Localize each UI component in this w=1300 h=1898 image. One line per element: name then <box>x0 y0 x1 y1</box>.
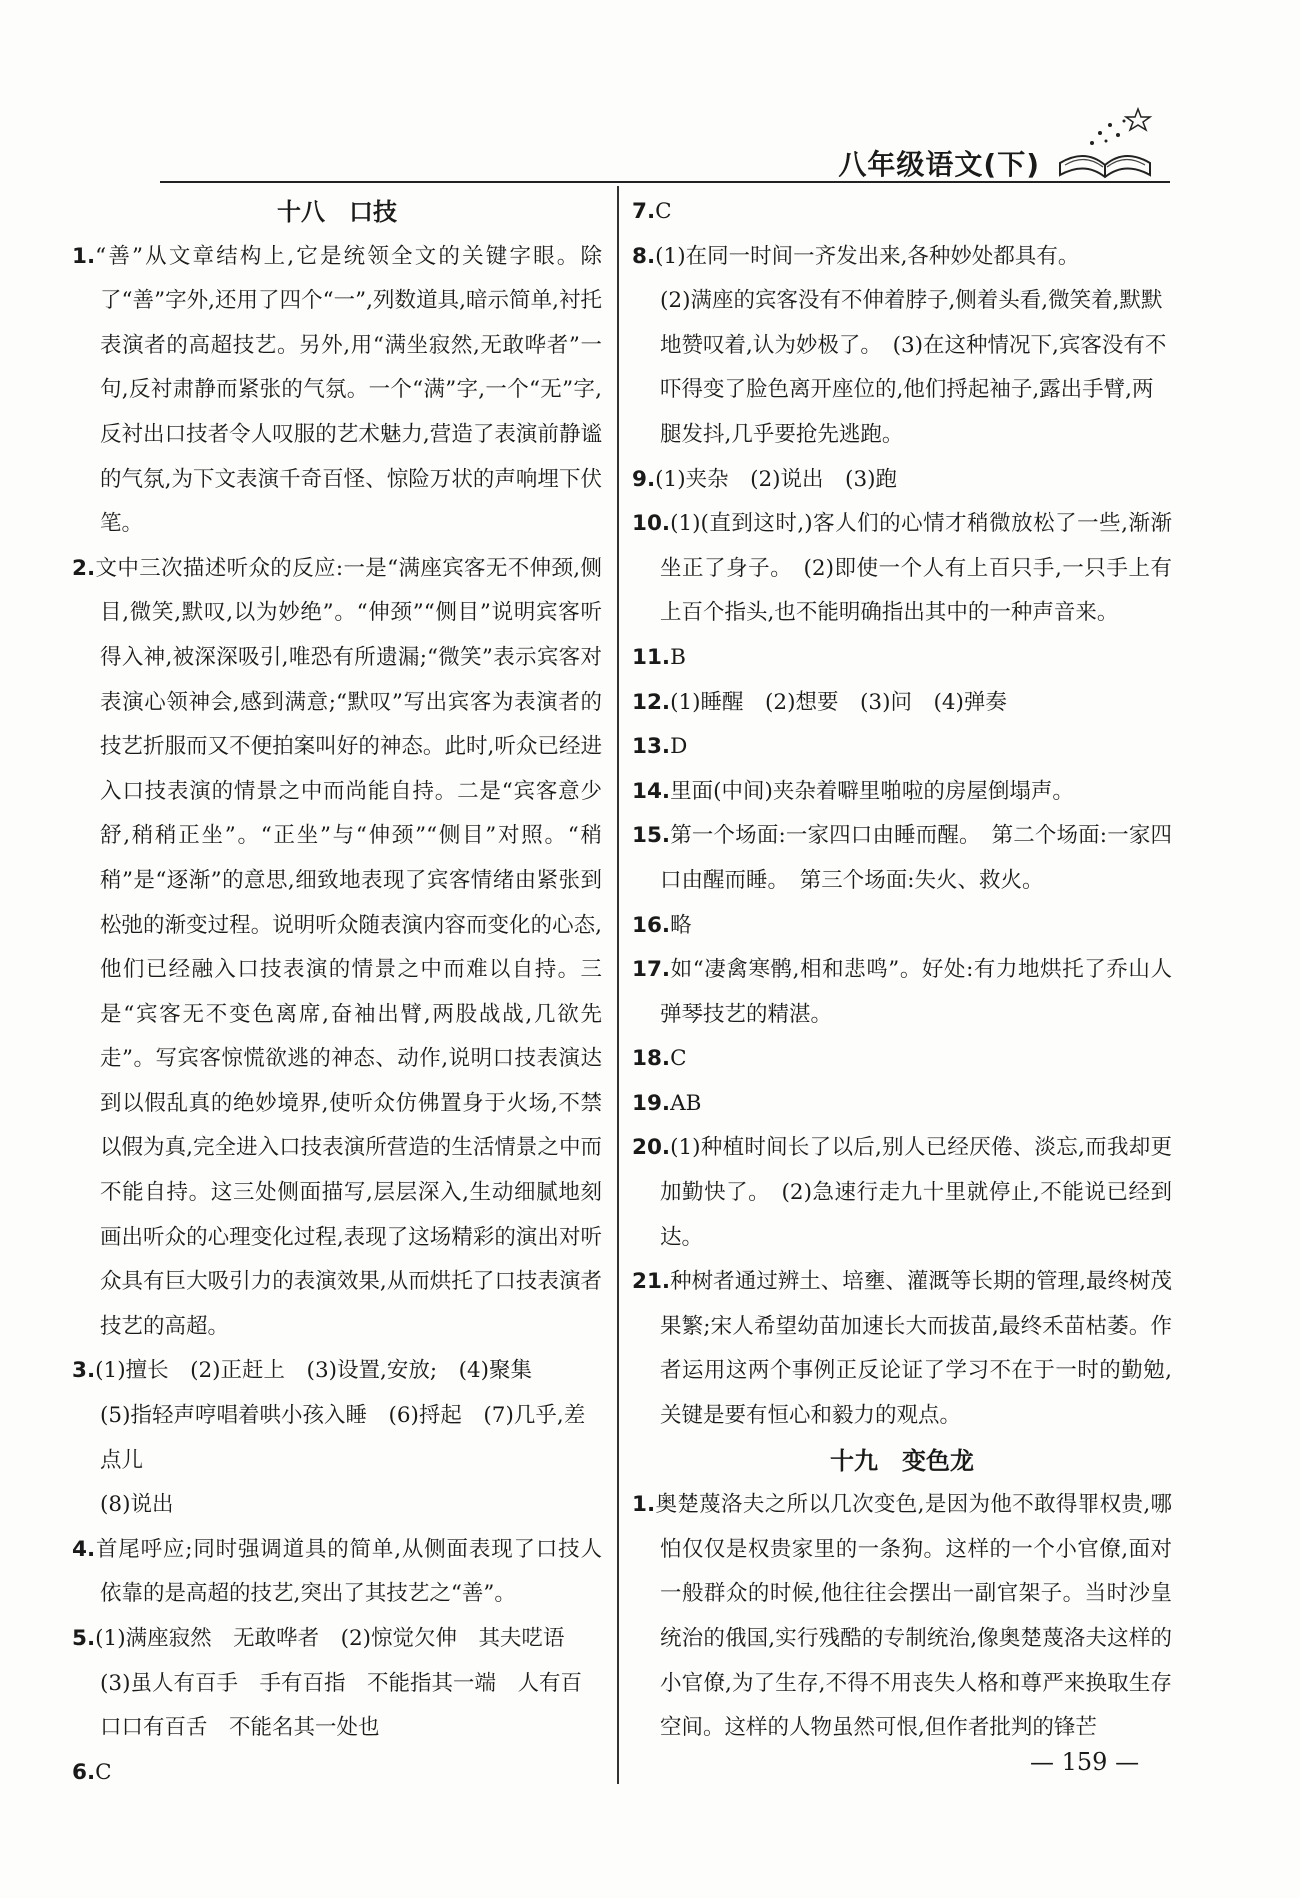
answer-item: 9.(1)夹杂 (2)说出 (3)跑 <box>632 466 898 492</box>
answer-item: 3.(1)擅长 (2)正赶上 (3)设置,安放; (4)聚集 <box>72 1358 533 1384</box>
answer-subline: (8)说出 <box>100 1492 174 1518</box>
answer-item: 10.(1)(直到这时,)客人们的心情才稍微放松了一些,渐渐坐正了身子。 (2)即使一个人有上百只手,一只手上有上百个指头,也不能明确指出其中的一种声音来。 <box>632 511 1172 626</box>
answer-item: 4.首尾呼应;同时强调道具的简单,从侧面表现了口技人依靠的是高超的技艺,突出了其技艺之“善”。 <box>72 1536 602 1607</box>
header-rule <box>160 181 1170 183</box>
answer-item: 18.C <box>632 1046 687 1072</box>
right-column <box>632 190 1172 1751</box>
answer-item: 17.如“凄禽寒鹘,相和悲鸣”。好处:有力地烘托了乔山人弹琴技艺的精湛。 <box>632 957 1172 1027</box>
book-title: 八年级语文(下) <box>838 148 1040 181</box>
answer-item: 1.奥楚蔑洛夫之所以几次变色,是因为他不敢得罪权贵,哪怕仅仅是权贵家里的一条狗。这样的一个小官僚,面对一般群众的时候,他往往会摆出一副官架子。当时沙皇统治的俄国,实行残酷的专制统治,像奥楚蔑洛夫这样的小官僚,为了生存,不得不用丧失人格和尊严来换取生存空间。这样的人物虽然可恨,但作者批判的锋芒 <box>632 1492 1172 1741</box>
answer-item: 13.D <box>632 734 688 760</box>
answer-item: 2.文中三次描述听众的反应:一是“满座宾客无不伸颈,侧目,微笑,默叹,以为妙绝”。“伸颈”“侧目”说明宾客听得入神,被深深吸引,唯恐有所遗漏;“微笑”表示宾客对表演心领神会,感到满意;“默叹”写出宾客为表演者的技艺折服而又不便拍案叫好的神态。此时,听众已经进入口技表演的情景之中而尚能自持。二是“宾客意少舒,稍稍正坐”。“正坐”与“伸颈”“侧目”对照。“稍稍”是“逐渐”的意思,细致地表现了宾客情绪由紧张到松弛的渐变过程。说明听众随表演内容而变化的心态,他们已经融入口技表演的情景之中而难以自持。三是“宾客无不变色离席,奋袖出臂,两股战战,几欲先走”。写宾客惊慌欲逃的神态、动作,说明口技表演达到以假乱真的绝妙境界,使听众仿佛置身于火场,不禁以假为真,完全进入口技表演所营造的生活情景之中而不能自持。这三处侧面描写,层层深入,生动细腻地刻画出听众的心理变化过程,表现了这场精彩的演出对听众具有巨大吸引力的表演效果,从而烘托了口技表演者技艺的高超。 <box>72 555 602 1339</box>
answer-item: 20.(1)种植时间长了以后,别人已经厌倦、淡忘,而我却更加勤快了。 (2)急速行走九十里就停止,不能说已经到达。 <box>632 1135 1172 1250</box>
answer-item: 19.AB <box>632 1090 702 1116</box>
answer-subline: (5)指轻声哼唱着哄小孩入睡 (6)捋起 (7)几乎,差点儿 <box>100 1403 586 1473</box>
left-column <box>72 190 602 1795</box>
answer-item: 16.略 <box>632 912 692 938</box>
answer-item: 12.(1)睡醒 (2)想要 (3)问 (4)弹奏 <box>632 689 1007 715</box>
answer-subline: (2)满座的宾客没有不伸着脖子,侧着头看,微笑着,默默地赞叹着,认为妙极了。 (3)在这种情况下,宾客没有不吓得变了脸色离开座位的,他们捋起袖子,露出手臂,两腿发抖,几乎要抢先逃跑。 <box>660 288 1167 447</box>
answer-item: 6.C <box>72 1759 112 1785</box>
answer-subline: (3)虽人有百手 手有百指 不能指其一端 人有百口口有百舌 不能名其一处也 <box>100 1670 582 1741</box>
section-title-19: 十九 变色龙 <box>830 1446 974 1475</box>
answer-item: 7.C <box>632 199 672 224</box>
answer-item: 14.里面(中间)夹杂着噼里啪啦的房屋倒塌声。 <box>632 778 1074 804</box>
answer-item: 21.种树者通过辨土、培壅、灌溉等长期的管理,最终树茂果繁;宋人希望幼苗加速长大而拔苗,最终禾苗枯萎。作者运用这两个事例正反论证了学习不在于一时的勤勉,关键是要有恒心和毅力的观点。 <box>632 1269 1172 1429</box>
answer-item: 15.第一个场面:一家四口由睡而醒。 第二个场面:一家四口由醒而睡。 第三个场面:失火、救火。 <box>632 823 1172 893</box>
answer-item: 5.(1)满座寂然 无敢哗者 (2)惊觉欠伸 其夫呓语 <box>72 1626 565 1651</box>
answer-item: 8.(1)在同一时间一齐发出来,各种妙处都具有。 <box>632 243 1080 269</box>
column-divider <box>617 186 619 1784</box>
answer-item: 11.B <box>632 644 686 670</box>
page-number: — 159 — <box>1030 1748 1140 1776</box>
page-header <box>150 95 1170 185</box>
open-book-icon <box>1050 103 1160 183</box>
answer-item: 1.“善”从文章结构上,它是统领全文的关键字眼。除了“善”字外,还用了四个“一”,列数道具,暗示简单,衬托表演者的高超技艺。另外,用“满坐寂然,无敢哗者”一句,反衬肃静而紧张的气氛。一个“满”字,一个“无”字,反衬出口技者令人叹服的艺术魅力,营造了表演前静谧的气氛,为下文表演千奇百怪、惊险万状的声响埋下伏笔。 <box>72 243 602 537</box>
section-title-18: 十八 口技 <box>277 198 397 226</box>
